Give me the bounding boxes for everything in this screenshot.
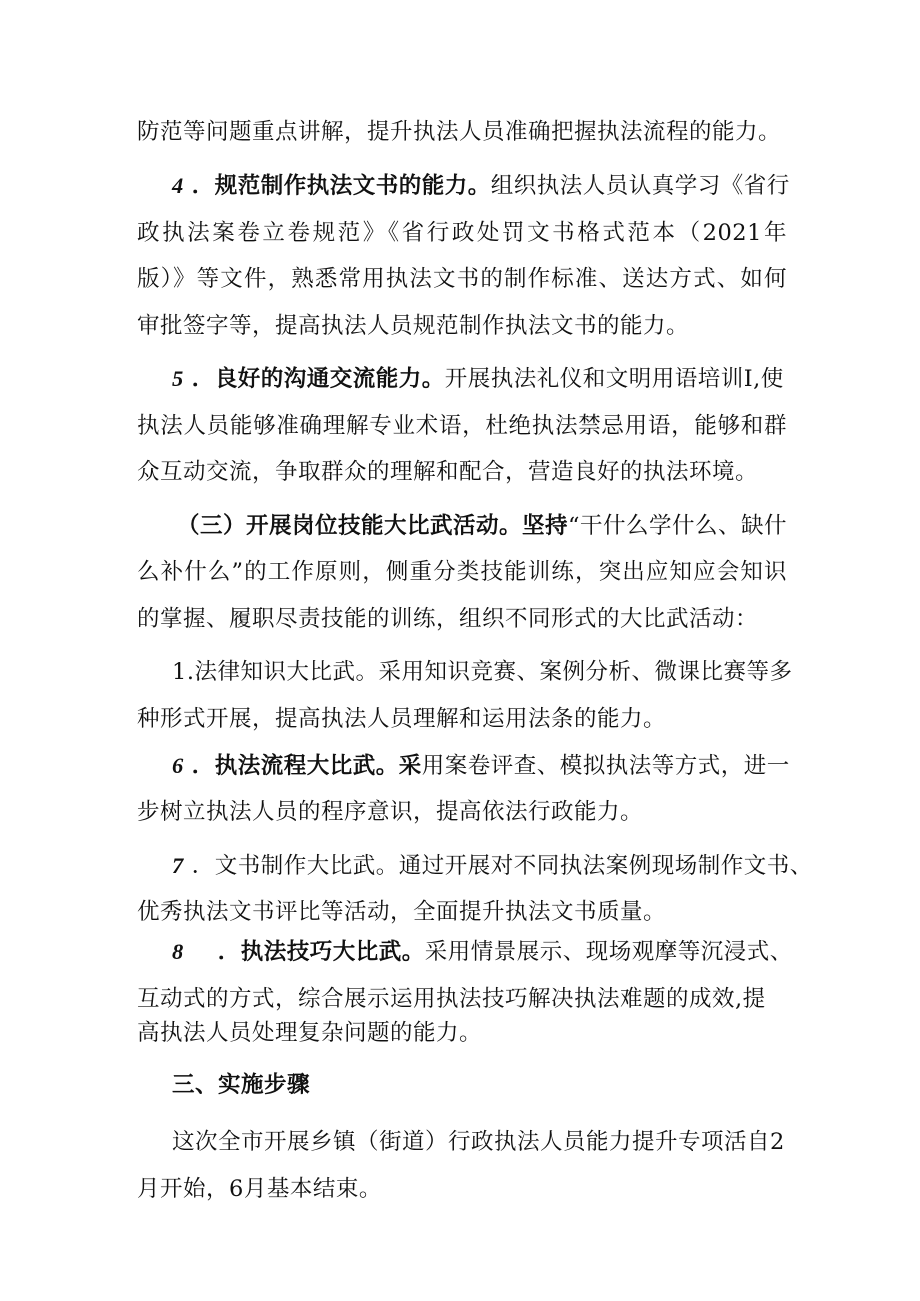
line-text: 月开始，6月基本结束。	[137, 1176, 382, 1202]
line-text: 优秀执法文书评比等活动，全面提升执法文书质量。	[137, 899, 667, 925]
line-text: 开展执法礼仪和文明用语培训Ⅰ,使	[444, 366, 784, 392]
body-line	[137, 797, 643, 827]
body-line	[137, 984, 766, 1014]
body-line	[137, 311, 689, 341]
line-text: 防范等问题重点讲解，提升执法人员准确把握执法流程的能力。	[137, 119, 782, 145]
body-line	[137, 557, 787, 587]
line-text: 互动式的方式，综合展示运用执法技巧解决执法难题的成效,提	[137, 986, 766, 1012]
section-title: 三、实施步骤	[172, 1072, 311, 1098]
line-text: 步树立执法人员的程序意识，提高依法行政能力。	[137, 799, 644, 825]
list-item-heading	[172, 937, 793, 967]
line-text: 么补什么”的工作原则，侧重分类技能训练，突出应知应会知识	[137, 559, 787, 585]
line-text: ．文书制作大比武。通过开展对不同执法案例现场制作文书、	[191, 853, 813, 879]
line-text: 高执法人员处理复杂问题的能力。	[137, 1020, 483, 1046]
item-number: 8	[172, 939, 184, 964]
line-text: 政执法案卷立卷规范》《省行政处罚文书格式范本（2021年	[137, 220, 787, 246]
section-heading	[172, 1070, 310, 1100]
body-line	[137, 704, 666, 734]
body-line	[137, 897, 666, 927]
list-item-heading	[172, 751, 790, 781]
body-line	[137, 604, 758, 634]
list-item	[172, 851, 813, 881]
item-number: 4	[172, 173, 184, 198]
body-line	[137, 117, 781, 147]
list-item	[172, 657, 792, 687]
line-text: 种形式开展，提高执法人员理解和运用法条的能力。	[137, 706, 667, 732]
line-text: 的掌握、履职尽责技能的训练，组织不同形式的大比武活动：	[137, 606, 759, 632]
body-line	[137, 1018, 482, 1048]
line-text: 版）》等文件，熟悉常用执法文书的制作标准、送达方式、如何	[137, 266, 787, 292]
item-title: ．执法技巧大比武。	[217, 939, 425, 965]
body-line	[137, 1174, 382, 1204]
item-number: 6	[172, 753, 184, 778]
line-text: 这次全市开展乡镇（街道）行政执法人员能力提升专项活自2	[172, 1129, 785, 1155]
item-number: 7	[172, 853, 184, 878]
body-line	[137, 264, 787, 294]
line-text: “干什么学什么、缺什	[568, 513, 788, 539]
line-text: 组织执法人员认真学习《省行	[490, 173, 790, 199]
section-heading	[177, 511, 787, 541]
body-line	[137, 218, 787, 248]
line-text: 采用情景展示、现场观摩等沉浸式、	[424, 939, 793, 965]
line-text: 用案卷评查、模拟执法等方式，进一	[421, 753, 790, 779]
item-title: ．规范制作执法文书的能力。	[191, 173, 491, 199]
list-item-heading	[172, 171, 790, 201]
item-title: ．良好的沟通交流能力。	[191, 366, 445, 392]
body-line	[172, 1127, 785, 1157]
body-line	[137, 411, 787, 441]
line-text: 审批签字等，提高执法人员规范制作执法文书的能力。	[137, 313, 690, 339]
item-number: 5	[172, 366, 184, 391]
section-title: （三）开展岗位技能大比武活动。坚持	[177, 513, 569, 539]
body-line	[137, 457, 758, 487]
item-title: ．执法流程大比武。采	[191, 753, 422, 779]
line-text: 1.法律知识大比武。采用知识竞赛、案例分析、微课比赛等多	[172, 659, 793, 685]
line-text: 执法人员能够准确理解专业术语，杜绝执法禁忌用语，能够和群	[137, 413, 787, 439]
list-item-heading	[172, 364, 784, 394]
line-text: 众互动交流，争取群众的理解和配合，营造良好的执法环境。	[137, 459, 759, 485]
